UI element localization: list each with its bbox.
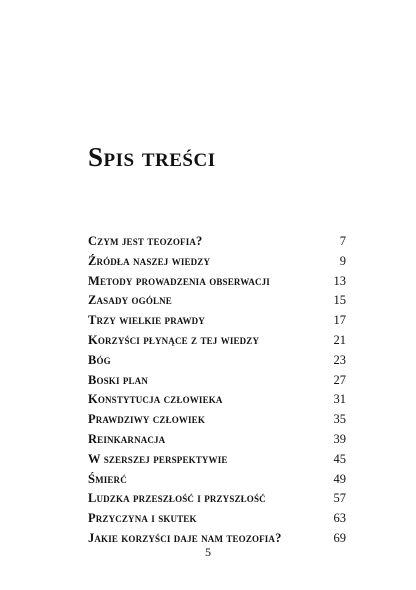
toc-entry [88, 410, 346, 430]
toc-entry-title: Źródła naszej wiedzy [88, 253, 211, 268]
toc-entry [88, 470, 346, 490]
toc-entry-page: 31 [333, 392, 346, 407]
toc-entry [88, 509, 346, 529]
toc-entry-page: 7 [339, 234, 346, 248]
toc-entry [88, 272, 346, 292]
toc-entry-title: Prawdziwy człowiek [88, 412, 205, 427]
toc-entry [88, 430, 346, 450]
toc-entry-page: 21 [333, 332, 346, 347]
toc-entry-title: Przyczyna i skutek [88, 511, 197, 526]
toc-entry-title: Korzyści płynące z tej wiedzy [88, 332, 260, 347]
toc-entry-page: 23 [333, 352, 346, 367]
toc-list [88, 232, 346, 549]
toc-entry-title: Śmierć [88, 471, 127, 486]
toc-entry-page: 27 [333, 372, 346, 387]
toc-entry-title: Bóg [88, 352, 111, 367]
toc-entry-page: 17 [333, 313, 346, 328]
toc-entry-title: Czym jest teozofia? [88, 234, 203, 248]
toc-entry-page: 49 [333, 471, 346, 486]
toc-entry [88, 232, 346, 252]
page-number: 5 [205, 545, 211, 559]
toc-entry-page: 39 [333, 431, 346, 446]
toc-entry-title: Konstytucja człowieka [88, 392, 223, 407]
toc-entry [88, 371, 346, 391]
toc-entry [88, 331, 346, 351]
toc-entry-title: Reinkarnacja [88, 431, 166, 446]
toc-entry-title: W szerszej perspektywie [88, 451, 228, 466]
toc-entry [88, 291, 346, 311]
toc-entry [88, 390, 346, 410]
toc-entry-page: 69 [333, 530, 346, 545]
toc-entry [88, 252, 346, 272]
toc-entry [88, 311, 346, 331]
toc-entry-title: Boski plan [88, 372, 148, 387]
toc-entry-page: 13 [333, 273, 346, 288]
toc-entry-page: 15 [333, 293, 346, 308]
toc-entry-title: Metody prowadzenia obserwacji [88, 273, 270, 288]
toc-entry-title: Jakie korzyści daje nam teozofia? [88, 530, 282, 545]
toc-entry-title: Zasady ogólne [88, 293, 172, 308]
toc-entry-page: 35 [333, 412, 346, 427]
toc-entry-page: 45 [333, 451, 346, 466]
toc-entry-title: Ludzka przeszłość i przyszłość [88, 491, 266, 506]
toc-entry-title: Trzy wielkie prawdy [88, 313, 205, 328]
toc-heading: Spis treści [88, 142, 216, 172]
toc-entry [88, 489, 346, 509]
toc-entry-page: 63 [333, 511, 346, 526]
toc-entry [88, 351, 346, 371]
toc-entry [88, 450, 346, 470]
toc-entry-page: 9 [339, 253, 346, 268]
toc-entry-page: 57 [333, 491, 346, 506]
